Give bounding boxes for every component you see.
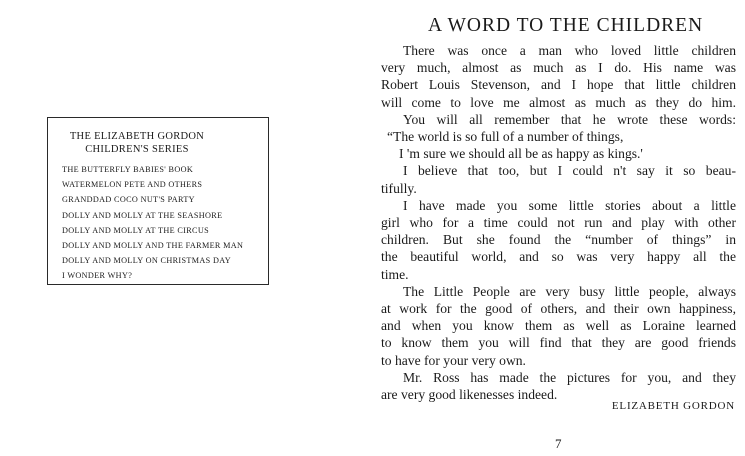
text-line: to have for your very own. — [381, 352, 526, 368]
author-signature: ELIZABETH GORDON — [611, 400, 735, 412]
page-heading: A WORD TO THE CHILDREN — [428, 15, 704, 36]
text-line: The Little People are very busy little people, always — [403, 283, 736, 299]
text-line: There was once a man who loved little children — [403, 43, 736, 58]
poem-line: “The world is so full of a number of things, — [387, 129, 624, 145]
left-page — [0, 0, 372, 456]
text-line: children. But she found the “number of things” in — [381, 232, 736, 248]
text-line: Robert Louis Stevenson, and I hope that little children — [381, 77, 736, 93]
book-list — [62, 162, 258, 284]
book-title: GRANDDAD COCO NUT'S PARTY — [62, 195, 195, 205]
book-title: DOLLY AND MOLLY AT THE SEASHORE — [62, 210, 223, 220]
text-line: Mr. Ross has made the pictures for you, and they — [403, 369, 736, 385]
text-line: tifully. — [381, 180, 417, 196]
book-title: DOLLY AND MOLLY AND THE FARMER MAN — [62, 241, 244, 251]
book-title: DOLLY AND MOLLY AT THE CIRCUS — [62, 225, 210, 235]
text-line: I have made you some little stories about a little — [403, 197, 736, 213]
text-line: at work for the good of others, and their own happiness, — [381, 301, 736, 317]
series-list-box — [47, 117, 269, 285]
body-text — [381, 42, 736, 403]
poem-line: I 'm sure we should all be as happy as kings.' — [399, 146, 643, 162]
right-page — [372, 0, 745, 456]
text-line: are very good likenesses indeed. — [381, 387, 558, 403]
page-number: 7 — [555, 436, 562, 451]
book-title: THE BUTTERFLY BABIES' BOOK — [62, 165, 194, 174]
book-title: I WONDER WHY? — [62, 271, 133, 281]
text-line: and when you know them as well as Loraine learned — [381, 318, 736, 334]
text-line: the beautiful world, and so was very happy all the — [381, 249, 736, 265]
text-line: You will all remember that he wrote these words: — [403, 111, 736, 127]
text-line: will come to love me almost as much as they do him. — [381, 94, 736, 110]
text-line: I believe that too, but I could n't say it so beau- — [403, 163, 736, 179]
text-line: to know them you will find that they are good friends — [381, 335, 736, 351]
book-title: DOLLY AND MOLLY ON CHRISTMAS DAY — [62, 256, 231, 266]
text-line: very much, almost as much as I do. His name was — [381, 60, 736, 76]
book-title: WATERMELON PETE AND OTHERS — [62, 180, 203, 190]
text-line: girl who for a time could not run and play with other — [381, 215, 736, 231]
series-title — [62, 130, 212, 156]
series-title-line-2: CHILDREN'S SERIES — [85, 144, 189, 155]
text-line: time. — [381, 266, 409, 282]
series-title-line-1: THE ELIZABETH GORDON — [69, 131, 205, 142]
